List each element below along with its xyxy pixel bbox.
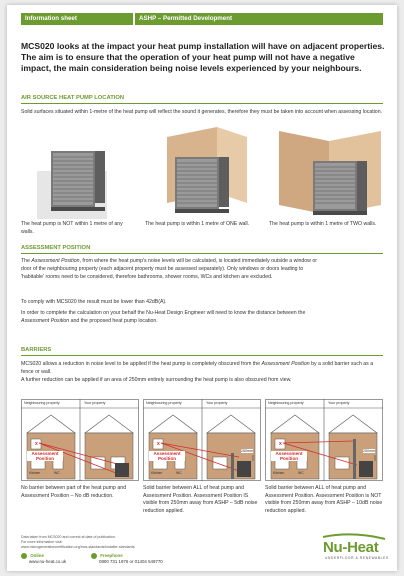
barrier-diagram-partial	[143, 399, 261, 481]
footer-note-info: For more information visit:	[21, 540, 63, 544]
phone-numbers[interactable]: 0800 731 1976 or 01404 549770	[99, 559, 163, 565]
assessment-p1-end: , from where the heat pump's noise levels will be calculated, is located immediately outside a window or door of the neighbouring property (each adjacent property must be assessed separately). Only windows or doors leading to 'habitable' rooms need to be considered, therefore bathrooms, shower rooms, WCs and kitchen are excluded.	[21, 258, 317, 280]
footer-note-source: Data taken from MCS020 and correct at date of publication.	[21, 535, 116, 539]
assessment-label: Assessment Position	[271, 451, 307, 461]
topic-tag: ASHP – Permitted Development	[135, 13, 383, 25]
information-sheet	[7, 5, 397, 571]
barriers-p1-start: MCS020 allows a reduction in noise level to be applied if the heat pump is completely obscured from the	[21, 361, 262, 367]
assessment-paragraph-1	[21, 258, 321, 281]
heat-pump-one-wall-image	[147, 127, 257, 219]
wc-label: WC	[54, 471, 60, 475]
svg-text:x: x	[157, 441, 160, 447]
online-label: Online	[30, 553, 44, 559]
barrier-caption-partial: Solid barrier between ALL of heat pump and Assessment Position. Assessment Position IS visible from 250mm away from ASHP – 5dB noise reduction applied.	[143, 485, 258, 514]
assessment-p1-emphasis: Assessment Position	[31, 258, 80, 264]
neighbouring-label: Neighbouring property	[268, 401, 304, 405]
barriers-paragraph-2: A further reduction can be applied if an area of 250mm entirely surrounding the heat pump is also obscured from view.	[21, 377, 292, 383]
location-text: Solid surfaces situated within 1-metre of the heat pump will reflect the sound it generates, therefore they must be taken into account when assessing location.	[21, 109, 383, 115]
logo-tagline: UNDERFLOOR & RENEWABLES	[325, 556, 389, 560]
assessment-label: Assessment Position	[27, 451, 63, 461]
footer-notes	[21, 535, 241, 550]
svg-text:x: x	[279, 441, 282, 447]
heat-pump-unit	[51, 151, 105, 211]
logo-wordmark: Nu-Heat	[323, 539, 379, 556]
kitchen-label: Kitchen	[151, 471, 163, 475]
header-bar	[21, 13, 383, 25]
svg-text:x: x	[35, 441, 38, 447]
heat-pump-no-wall-image	[21, 131, 131, 219]
footer-note-link[interactable]: www.microgenerationcertification.org/mcs-standards/installer-standards	[21, 545, 135, 549]
intro-text: MCS020 looks at the impact your heat pump installation will have on adjacent properties. The aim is to ensure that the operation of your heat pump will not have a negative impact, the main consideration being noise levels experienced by your neighbours.	[21, 41, 385, 73]
your-property-label: Your property	[206, 401, 228, 405]
footer-online	[21, 553, 66, 565]
caption-two-walls: The heat pump is within 1 metre of TWO walls.	[269, 221, 377, 227]
globe-icon	[21, 553, 27, 559]
dimension-250mm-label: 250mm	[241, 449, 253, 453]
your-property-label: Your property	[328, 401, 350, 405]
kitchen-label: Kitchen	[29, 471, 41, 475]
online-link[interactable]: www.nu-heat.co.uk	[29, 559, 67, 565]
neighbouring-label: Neighbouring property	[24, 401, 60, 405]
kitchen-label: Kitchen	[273, 471, 285, 475]
location-heading: AIR SOURCE HEAT PUMP LOCATION	[21, 95, 383, 104]
caption-no-wall: The heat pump is NOT within 1 metre of any walls.	[21, 221, 123, 235]
neighbouring-label: Neighbouring property	[146, 401, 182, 405]
barrier-diagram-full-art	[265, 399, 383, 481]
wc-label: WC	[176, 471, 182, 475]
assessment-label: Assessment Position	[149, 451, 185, 461]
caption-one-wall: The heat pump is within 1 metre of ONE wall.	[145, 221, 250, 227]
assessment-p3-end: and the proposed heat pump location.	[69, 317, 158, 324]
your-property-label: Your property	[84, 401, 106, 405]
assessment-p1-start: The	[21, 258, 32, 264]
barriers-p1-end: by a solid barrier such as a fence or wall.	[21, 361, 374, 375]
barrier-diagram-full	[265, 399, 383, 481]
assessment-paragraph-2: To comply with MCS020 the result must be lower than 42dB(A).	[21, 299, 167, 305]
assessment-p3-start: In order to complete the calculation on your behalf the Nu-Heat Design Engineer will need to know the distance between the	[21, 310, 306, 316]
phone-icon	[91, 553, 97, 559]
info-sheet-tag: Information sheet	[21, 13, 133, 25]
nu-heat-logo	[319, 533, 389, 565]
barriers-heading: BARRIERS	[21, 347, 383, 356]
assessment-heading: ASSESSMENT POSITION	[21, 245, 383, 254]
wc-label: WC	[298, 471, 304, 475]
barrier-caption-none: No barrier between part of the heat pump and Assessment Position – No dB reduction.	[21, 485, 126, 499]
footer-phone	[91, 553, 163, 565]
dimension-250mm-label: 250mm	[363, 449, 375, 453]
heat-pump-two-walls-image	[269, 127, 383, 219]
heat-pump-unit	[175, 157, 229, 213]
barrier-diagram-partial-art	[143, 399, 261, 481]
barriers-p1-emphasis: Assessment Position	[261, 361, 310, 367]
barriers-paragraph-1	[21, 361, 381, 377]
assessment-p3-emphasis: Assessment Position	[21, 317, 70, 324]
barrier-diagram-none-art	[21, 399, 139, 481]
barrier-caption-full: Solid barrier between ALL of heat pump and Assessment Position. Assessment Position is NOT visible from 250mm away from ASHP – 10dB noise reduction applied.	[265, 485, 383, 514]
phone-label: Freephone	[100, 553, 123, 559]
barrier-diagram-none	[21, 399, 139, 481]
heat-pump-unit	[313, 161, 367, 215]
assessment-paragraph-3	[21, 310, 321, 326]
